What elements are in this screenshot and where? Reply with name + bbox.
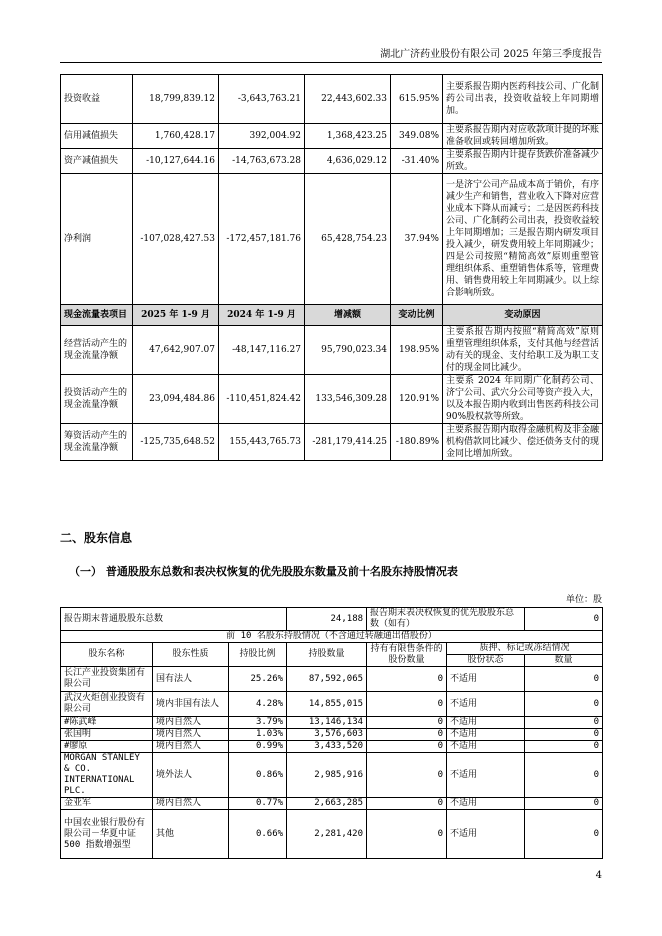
shareholder-restricted: 0 (367, 717, 447, 729)
shareholder-ratio: 3.79% (229, 717, 287, 729)
total-shareholders-value: 24,188 (287, 608, 367, 631)
shareholder-restricted: 0 (367, 667, 447, 692)
header-item: 现金流量表项目 (61, 305, 133, 326)
shareholder-count: 0 (525, 717, 603, 729)
preferred-shareholders-label: 报告期末表决权恢复的优先股股东总数（如有） (367, 608, 525, 631)
header-change-ratio: 变动比例 (391, 305, 443, 326)
shareholder-quantity: 13,146,134 (287, 717, 367, 729)
shareholder-nature: 境内自然人 (153, 798, 229, 810)
shareholder-nature: 境内自然人 (153, 717, 229, 729)
shareholder-status: 不适用 (447, 717, 525, 729)
header-row (61, 643, 603, 655)
header-nature: 股东性质 (153, 643, 229, 667)
shareholder-restricted: 0 (367, 810, 447, 859)
change-ratio: 615.95% (391, 75, 443, 124)
change-amount: 1,368,423.25 (305, 124, 391, 149)
shareholder-status: 不适用 (447, 741, 525, 753)
shareholder-restricted: 0 (367, 753, 447, 798)
change-reason: 一是济宁公司产品成本高于销价，有序减少生产和销售，营业收入下降对应营业成本下降从而减亏；二是因医药科技公司、广化制药公司出表，投资收益较上年同期增加；三是报告期内研发项目投入减少，研发费用较上年同期减少；四是公司按照“精简高效”原则重塑管理组织体系、重塑销售体系等，管理费用、销售费用较上年同期减少。以上综合影响所致。 (443, 174, 603, 305)
table-row (61, 667, 603, 692)
shareholder-name: 长江产业投资集团有限公司 (61, 667, 153, 692)
table-row (61, 424, 603, 461)
header-count: 数量 (525, 655, 603, 667)
header-quantity: 持股数量 (287, 643, 367, 667)
change-ratio: 37.94% (391, 174, 443, 305)
header-status: 股份状态 (447, 655, 525, 667)
change-amount: -281,179,414.25 (305, 424, 391, 461)
change-reason: 主要系报告期内计提存货跌价准备减少所致。 (443, 149, 603, 174)
header-reason: 变动原因 (443, 305, 603, 326)
row-label: 信用减值损失 (61, 124, 133, 149)
header-change-amount: 增减额 (305, 305, 391, 326)
value-2025: -107,028,427.53 (133, 174, 219, 305)
shareholder-ratio: 0.86% (229, 753, 287, 798)
table-row (61, 810, 603, 859)
shareholders-table (60, 607, 603, 859)
shareholder-quantity: 3,433,520 (287, 741, 367, 753)
row-label: 投资活动产生的现金流量净额 (61, 375, 133, 424)
shareholder-count: 0 (525, 692, 603, 717)
top10-caption: 前 10 名股东持股情况（不含通过转融通出借股份） (61, 631, 603, 643)
shareholder-quantity: 2,985,916 (287, 753, 367, 798)
row-label: 筹资活动产生的现金流量净额 (61, 424, 133, 461)
summary-row (61, 608, 603, 631)
table-row (61, 753, 603, 798)
shareholder-restricted: 0 (367, 741, 447, 753)
header-name: 股东名称 (61, 643, 153, 667)
value-2024: -3,643,763.21 (219, 75, 305, 124)
shareholder-ratio: 0.77% (229, 798, 287, 810)
change-amount: 95,790,023.34 (305, 326, 391, 375)
shareholder-ratio: 1.03% (229, 729, 287, 741)
change-ratio: 349.08% (391, 124, 443, 149)
change-amount: 133,546,309.28 (305, 375, 391, 424)
value-2025: -10,127,644.16 (133, 149, 219, 174)
table-row (61, 729, 603, 741)
shareholder-quantity: 2,663,285 (287, 798, 367, 810)
value-2024: -14,763,673.28 (219, 149, 305, 174)
shareholder-quantity: 14,855,015 (287, 692, 367, 717)
shareholder-restricted: 0 (367, 798, 447, 810)
table-row (61, 717, 603, 729)
subsection-title: （一） 普通股股东总数和表决权恢复的优先股股东数量及前十名股东持股情况表 (69, 565, 458, 578)
shareholder-name: 张国明 (61, 729, 153, 741)
shareholder-quantity: 87,592,065 (287, 667, 367, 692)
shareholder-quantity: 2,281,420 (287, 810, 367, 859)
shareholder-name: #陈武峰 (61, 717, 153, 729)
table-row (61, 798, 603, 810)
shareholder-name: 中国农业银行股份有限公司－华夏中证 500 指数增强型 (61, 810, 153, 859)
value-2025: 47,642,907.07 (133, 326, 219, 375)
row-label: 资产减值损失 (61, 149, 133, 174)
shareholder-status: 不适用 (447, 810, 525, 859)
change-reason: 主要系报告期内按照“精简高效”原则重塑管理组织体系，支付其他与经营活动有关的现金、支付给职工及为职工支付的现金同比减少。 (443, 326, 603, 375)
shareholder-count: 0 (525, 810, 603, 859)
shareholder-name: #廖原 (61, 741, 153, 753)
shareholder-name: MORGAN STANLEY & CO. INTERNATIONAL PLC. (61, 753, 153, 798)
table-row (61, 174, 603, 305)
change-ratio: -31.40% (391, 149, 443, 174)
table-row (61, 149, 603, 174)
value-2024: -110,451,824.42 (219, 375, 305, 424)
value-2025: 23,094,484.86 (133, 375, 219, 424)
top10-caption-row (61, 631, 603, 643)
change-ratio: 198.95% (391, 326, 443, 375)
shareholder-name: 金亚军 (61, 798, 153, 810)
row-label: 投资收益 (61, 75, 133, 124)
performance-table (60, 74, 603, 461)
change-reason: 主要系报告期内医药科技公司、广化制药公司出表，投资收益较上年同期增加。 (443, 75, 603, 124)
change-ratio: -180.89% (391, 424, 443, 461)
table-row (61, 124, 603, 149)
shareholder-restricted: 0 (367, 692, 447, 717)
shareholder-nature: 国有法人 (153, 667, 229, 692)
shareholder-count: 0 (525, 729, 603, 741)
table-row (61, 692, 603, 717)
cashflow-header-row (61, 305, 603, 326)
change-reason: 主要系报告期内对应收款项计提的坏账准备收回或转回增加所致。 (443, 124, 603, 149)
value-2025: 1,760,428.17 (133, 124, 219, 149)
value-2024: -172,457,181.76 (219, 174, 305, 305)
shareholder-nature: 境内自然人 (153, 741, 229, 753)
shareholder-name: 武汉火炬创业投资有限公司 (61, 692, 153, 717)
shareholder-status: 不适用 (447, 729, 525, 741)
page-number: 4 (595, 870, 602, 881)
row-label: 经营活动产生的现金流量净额 (61, 326, 133, 375)
change-ratio: 120.91% (391, 375, 443, 424)
value-2024: -48,147,116.27 (219, 326, 305, 375)
value-2025: 18,799,839.12 (133, 75, 219, 124)
total-shareholders-label: 报告期末普通股股东总数 (61, 608, 287, 631)
section-title: 二、股东信息 (60, 531, 133, 545)
change-reason: 主要系报告期内取得金融机构及非金融机构借款同比减少、偿还债务支付的现金同比增加所致。 (443, 424, 603, 461)
table-row (61, 741, 603, 753)
shareholder-ratio: 0.99% (229, 741, 287, 753)
shareholder-nature: 其他 (153, 810, 229, 859)
value-2024: 392,004.92 (219, 124, 305, 149)
shareholder-status: 不适用 (447, 798, 525, 810)
header-ratio: 持股比例 (229, 643, 287, 667)
shareholder-ratio: 0.66% (229, 810, 287, 859)
shareholder-count: 0 (525, 753, 603, 798)
unit-label: 单位：股 (565, 595, 602, 605)
shareholder-count: 0 (525, 798, 603, 810)
value-2024: 155,443,765.73 (219, 424, 305, 461)
shareholder-quantity: 3,576,603 (287, 729, 367, 741)
table-row (61, 326, 603, 375)
shareholder-count: 0 (525, 667, 603, 692)
header-2025: 2025 年 1-9 月 (133, 305, 219, 326)
shareholder-restricted: 0 (367, 729, 447, 741)
shareholder-status: 不适用 (447, 753, 525, 798)
value-2025: -125,735,648.52 (133, 424, 219, 461)
change-amount: 65,428,754.23 (305, 174, 391, 305)
change-amount: 22,443,602.33 (305, 75, 391, 124)
header-restricted: 持有有限售条件的股份数量 (367, 643, 447, 667)
shareholder-nature: 境外法人 (153, 753, 229, 798)
shareholder-ratio: 25.26% (229, 667, 287, 692)
shareholder-nature: 境内自然人 (153, 729, 229, 741)
row-label: 净利润 (61, 174, 133, 305)
shareholder-count: 0 (525, 741, 603, 753)
table-row (61, 375, 603, 424)
change-reason: 主要系 2024 年同期广化制药公司、济宁公司、武穴分公司等资产投入大，以及本报告期内收到出售医药科技公司 90%股权款等所致。 (443, 375, 603, 424)
header-2024: 2024 年 1-9 月 (219, 305, 305, 326)
page-header: 湖北广济药业股份有限公司 2025 年第三季度报告 (380, 49, 602, 60)
header-divider (60, 62, 602, 63)
shareholder-ratio: 4.28% (229, 692, 287, 717)
preferred-shareholders-value: 0 (525, 608, 603, 631)
header-pledge: 质押、标记或冻结情况 (447, 643, 603, 655)
table-row (61, 75, 603, 124)
shareholder-status: 不适用 (447, 692, 525, 717)
change-amount: 4,636,029.12 (305, 149, 391, 174)
shareholder-status: 不适用 (447, 667, 525, 692)
shareholder-nature: 境内非国有法人 (153, 692, 229, 717)
